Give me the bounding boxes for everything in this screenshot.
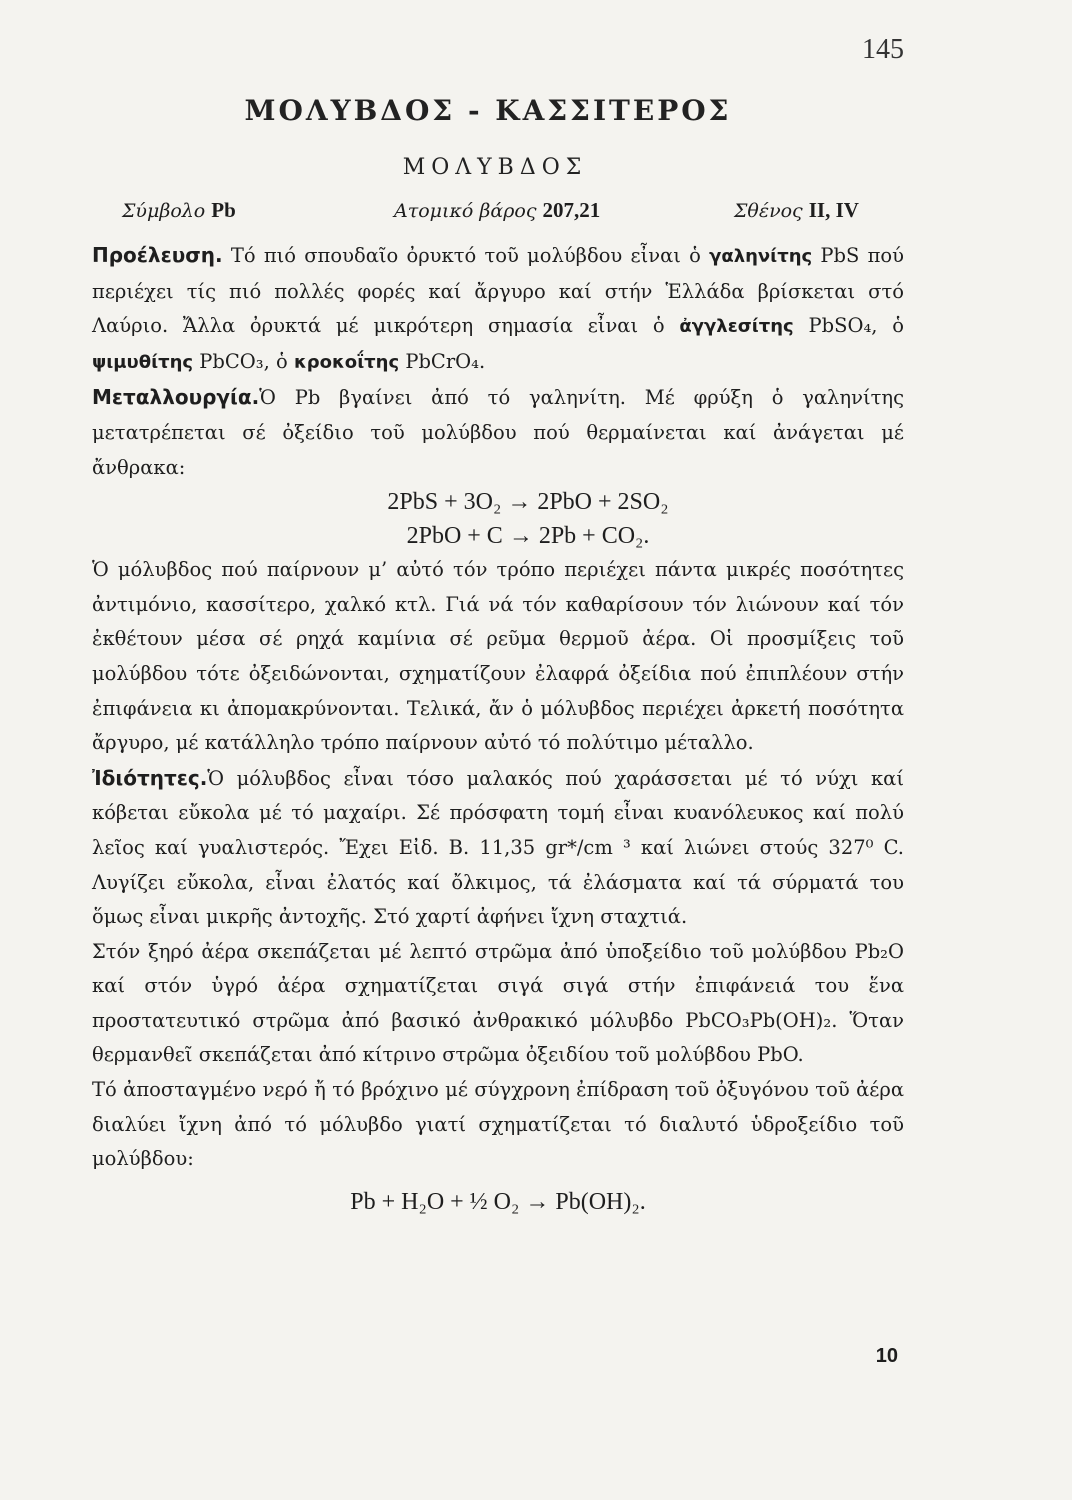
equation-reduction: 2PbO + C → 2Pb + CO₂. [406, 523, 650, 550]
air-paragraph: Στόν ξηρό ἀέρα σκεπάζεται μέ λεπτό στρῶμα ἀπό ὑποξείδιο τοῦ μολύβδου Pb₂O καί στόν ὑγρό ἀέρα σχηματίζεται σιγά σιγά στήν ἐπιφάνειά του ἕνα προστατευτικό στρῶμα ἀπό βασικό ἀνθρακικό μόλυβδο PbCO₃Pb(OH)₂. Ὅταν θερμανθεῖ σκεπάζεται ἀπό κίτρινο στρῶμα ὀξειδίου τοῦ μολύβδου PbO. [92, 939, 904, 1067]
origin-text: Τό πιό σπουδαῖο ὀρυκτό τοῦ μολύβδου εἶναι ὁ [230, 244, 710, 267]
properties-paragraph [92, 761, 904, 935]
symbol-property [122, 198, 236, 223]
atomic-weight-value: 207,21 [542, 198, 601, 222]
atomic-weight-label: Ατομικό βάρος [394, 200, 537, 222]
sub-title: ΜΟΛΥΒΔΟΣ [402, 155, 588, 180]
origin-paragraph [92, 238, 904, 380]
origin-text: PbCO₃, ὁ [193, 349, 294, 373]
metallurgy-heading: Μεταλλουργία. [92, 385, 260, 410]
origin-term-anglesite: ἀγγλεσίτης [679, 316, 794, 338]
origin-text: PbS πού περιέχει τίς πιό πολλές φορές καί ἄργυρο καί στήν Ἑλλάδα βρίσκεται στό Λαύριο. Ἄλλα ὀρυκτά μέ μικρότερη σημασία εἶναι ὁ [92, 244, 904, 338]
main-title: ΜΟΛΥΒΔΟΣ - ΚΑΣΣΙΤΕΡΟΣ [244, 94, 732, 127]
origin-heading: Προέλευση. [92, 243, 223, 267]
origin-text: PbSO₄, ὁ [793, 314, 904, 338]
page-number: 145 [862, 34, 904, 65]
origin-term-galena: γαληνίτης [709, 246, 813, 267]
valence-label: Σθένος [734, 200, 803, 222]
origin-term-cerussite: ψιμυθίτης [92, 351, 194, 373]
signature-mark: 10 [875, 1345, 898, 1367]
symbol-label: Σύμβολο [122, 200, 206, 222]
body-text [92, 238, 904, 1219]
equation-roasting: 2PbS + 3O₂ → 2PbO + 2SO₂ [387, 489, 669, 516]
atomic-weight-property [394, 198, 600, 223]
valence-value: II, IV [808, 198, 859, 222]
equation-hydroxide: Pb + H₂O + ½ O₂ → Pb(OH)₂. [350, 1188, 646, 1215]
water-paragraph: Τό ἀποσταγμένο νερό ἤ τό βρόχινο μέ σύγχρονη ἐπίδραση τοῦ ὀξυγόνου τοῦ ἀέρα διαλύει ἴχνη ἀπό τό μόλυβδο γιατί σχηματίζεται τό διαλυτό ὑδροξείδιο τοῦ μολύβδου: [92, 1078, 904, 1171]
element-properties-row [122, 198, 904, 228]
properties-text: Ὁ μόλυβδος εἶναι τόσο μαλακός πού χαράσσεται μέ τό νύχι καί κόβεται εὔκολα μέ τό μαχαίρι. Σέ πρόσφατη τομή εἶναι κυανόλευκος καί πολύ λεῖος καί γυαλιστερός. Ἔχει Εἰδ. Β. 11,35 gr*/cm ³ καί λιώνει στούς 327⁰ C. Λυγίζει εὔκολα, εἶναι ἐλατός καί ὄλκιμος, τά ἐλάσματα καί τά σύρματά του ὅμως εἶναι μικρῆς ἀντοχῆς. Στό χαρτί ἀφήνει ἴχνη σταχτιά. [92, 766, 904, 929]
properties-heading: Ἰδιότητες. [92, 765, 208, 790]
origin-text: PbCrO₄. [399, 349, 486, 373]
symbol-value: Pb [211, 198, 236, 222]
valence-property [734, 198, 859, 223]
refining-paragraph: Ὁ μόλυβδος πού παίρνουν μ’ αὐτό τόν τρόπο περιέχει πάντα μικρές ποσότητες ἀντιμόνιο, κασσίτερο, χαλκό κτλ. Γιά νά τόν καθαρίσουν τόν λιώνουν καί τόν ἐκθέτουν μέσα σέ ρηχά καμίνια σέ ρεῦμα θερμοῦ ἀέρα. Οἱ προσμίξεις τοῦ μολύβδου τότε ὀξειδώνονται, σχηματίζουν ἐλαφρά ὀξείδια πού ἐπιπλέουν στήν ἐπιφάνεια κι ἀπομακρύνονται. Τελικά, ἄν ὁ μόλυβδος περιέχει ἀρκετή ποσότητα ἄργυρο, μέ κατάλληλο τρόπο παίρνουν αὐτό τό πολύτιμο μέταλλο. [92, 558, 904, 755]
metallurgy-text: Ὁ Pb βγαίνει ἀπό τό γαληνίτη. Μέ φρύξη ὁ γαληνίτης μετατρέπεται σέ ὀξείδιο τοῦ μολύβδου πού θερμαίνεται καί ἀνάγεται μέ ἄνθρακα: [92, 386, 904, 479]
origin-term-crocoite: κροκοΐτης [293, 351, 400, 373]
metallurgy-paragraph [92, 380, 904, 485]
